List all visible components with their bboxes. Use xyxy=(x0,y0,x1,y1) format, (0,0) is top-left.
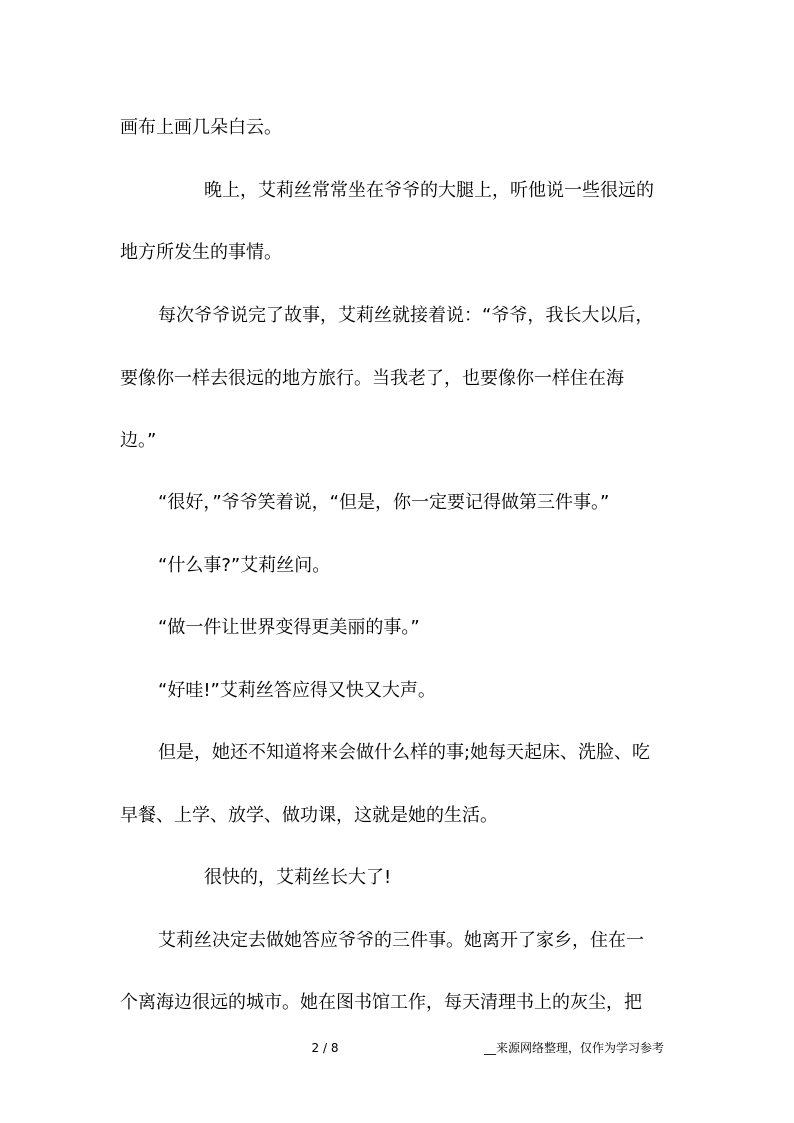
text-line: 晚上，艾莉丝常常坐在爷爷的大腿上，听他说一些很远的 xyxy=(204,180,654,201)
text-line: 边。” xyxy=(120,430,157,451)
text-line: 早餐、上学、放学、做功课，这就是她的生活。 xyxy=(120,805,498,826)
text-line: “什么事?”艾莉丝问。 xyxy=(158,555,331,576)
text-line: 很快的，艾莉丝长大了! xyxy=(204,867,392,888)
text-line: “好哇!”艾莉丝答应得又快又大声。 xyxy=(158,680,436,701)
text-line: 地方所发生的事情。 xyxy=(120,242,282,263)
text-line: “很好，”爷爷笑着说，“但是，你一定要记得做第三件事。” xyxy=(158,492,610,513)
text-line: “做一件让世界变得更美丽的事。” xyxy=(158,617,420,638)
text-line: 个离海边很远的城市。她在图书馆工作，每天清理书上的灰尘，把 xyxy=(120,992,642,1013)
text-line: 艾莉丝决定去做她答应爷爷的三件事。她离开了家乡，住在一 xyxy=(158,930,644,951)
text-line: 要像你一样去很远的地方旅行。当我老了，也要像你一样住在海 xyxy=(120,368,624,389)
text-line: 但是，她还不知道将来会做什么样的事;她每天起床、洗脸、吃 xyxy=(158,742,651,763)
source-note: __来源网络整理，仅作为学习参考 xyxy=(484,1041,665,1055)
text-line: 画布上画几朵白云。 xyxy=(120,117,282,138)
page-number: 2 / 8 xyxy=(311,1041,339,1055)
text-line: 每次爷爷说完了故事，艾莉丝就接着说：“爷爷，我长大以后， xyxy=(158,305,654,326)
